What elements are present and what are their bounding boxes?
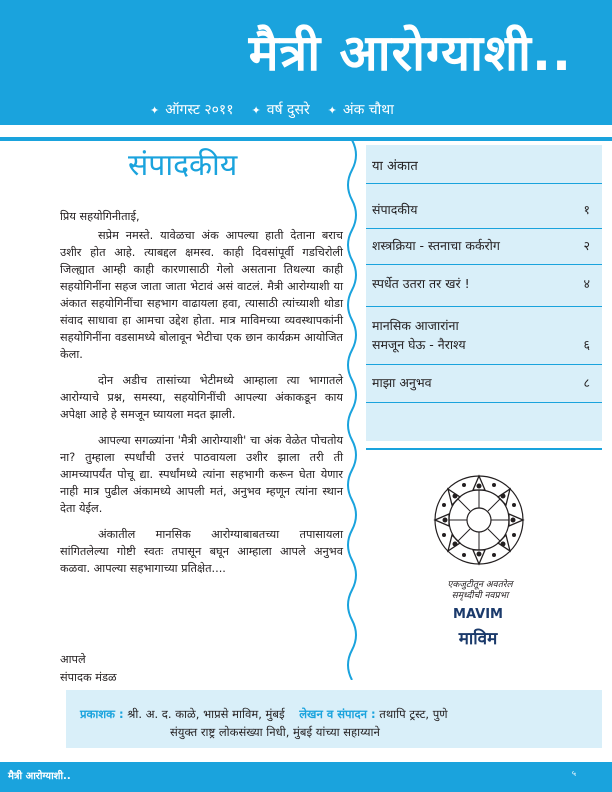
signoff-line: संपादक मंडळ [60,671,117,684]
table-of-contents [366,145,602,441]
mavim-logo-icon [424,468,534,580]
issue-date: ✦ ऑगस्ट २०११ [150,102,234,118]
toc-page: ६ [583,337,590,352]
star-icon: ✦ [327,104,337,117]
toc-page: ४ [583,276,590,291]
toc-item[interactable]: स्पर्धेत उतरा तर खरं ! ४ [372,276,590,291]
toc-page: ८ [583,375,590,390]
paragraph: दोन अडीच तासांच्या भेटीमध्ये आम्हाला त्या भागातले आरोग्याचे प्रश्न, समस्या, सहयोगिनींची आपल्या अंकाकडून काय अपेक्षा आहे हे समजून घ्यायला मदत झाली. [60,374,343,421]
toc-item[interactable]: मानसिक आजारांना समजून घेऊ - नैराश्य ६ [372,318,590,352]
page-number: ५ [571,769,576,778]
toc-divider [366,264,602,265]
issue-year: ✦ वर्ष दुसरे [251,102,310,118]
header-divider [0,137,612,141]
toc-divider [366,183,602,184]
toc-divider [366,306,602,307]
toc-page: १ [583,202,590,217]
star-icon: ✦ [251,104,261,117]
salutation: प्रिय सहयोगिनीताई, [60,210,140,223]
footer-title: मैत्री आरोग्याशी.. [8,771,71,782]
signoff-line: आपले [60,653,86,666]
masthead-title: मैत्री आरोग्याशी.. [248,24,572,82]
star-icon: ✦ [150,104,160,117]
paragraph: सप्रेम नमस्ते. यावेळचा अंक आपल्या हाती देताना बराच उशीर होत आहे. त्याबद्दल क्षमस्व. काही दिवसांपूर्वी गडचिरोली जिल्ह्यात आम्ही काही कारणासाठी गेलो असताना तिथल्या काही सहयोगिनींना सहज जाता जाता भेटावं असं वाटलं. मैत्री आरोग्याशी या अंकात सहयोगिनींचा सहभाग वाढायला हवा, त्यासाठी त्यांच्याशी थोडा संवाद साधावा हा आमचा उद्देश होता. मात्र माविमच्या व्यवस्थापकांनी सहयोगिनींना वडसामध्ये बोलावून भेटीचा एक छान कार्यक्रम आयोजित केला. [60,229,343,361]
signoff [60,651,117,687]
logo-tagline: एकजुटीतून अवतरेल समृध्दीची नवप्रभा [447,580,513,601]
support-line: संयुक्त राष्ट्र लोकसंख्या निधी, मुंबई यांच्या सहाय्याने [170,725,380,739]
editor-label: लेखन व संपादन : [299,707,376,721]
editorial-title: संपादकीय [128,148,238,183]
toc-item[interactable]: शस्त्रक्रिया - स्तनाचा कर्करोग २ [372,238,590,253]
editor-name: तथापि ट्रस्ट, पुणे [379,707,448,721]
issue-meta [150,100,394,121]
toc-heading: या अंकात [372,159,418,174]
toc-divider [366,364,602,365]
toc-page: २ [583,238,590,253]
org-name-marathi: माविम [458,629,498,649]
editorial-body [60,208,343,586]
issue-number: ✦ अंक चौथा [327,102,394,118]
publisher-label: प्रकाशक : [80,707,124,721]
masthead [0,0,612,125]
toc-divider [366,402,602,403]
paragraph: आपल्या सगळ्यांना 'मैत्री आरोग्याशी' चा अंक वेळेत पोचतोय ना? तुम्हाला स्पर्धांची उत्तरं पाठवायला उशीर झाला तरी ती आमच्यापर्यंत पोचू द्या. स्पर्धांमध्ये त्यांना सहभागी करून घेता येणार नाही मात्र पुढील अंकामध्ये आपली मतं, अनुभव म्हणून त्यांना स्थान देता येईल. [60,434,343,515]
credits-line [80,706,448,722]
paragraph: अंकातील मानसिक आरोग्याबाबतच्या तपासायला सांगितलेल्या गोष्टी स्वतः तपासून बघून आम्हाला आपले अनुभव कळवा. आपल्या सहभागाच्या प्रतिक्षेत.... [60,528,343,575]
org-name-english: MAVIM [453,607,503,622]
toc-item[interactable]: संपादकीय १ [372,202,590,217]
sidebar-divider [366,448,602,450]
publisher-name: श्री. अ. द. काळे, भाप्रसे माविम, मुंबई [127,707,285,721]
page-footer [0,762,612,792]
toc-divider [366,228,602,229]
wavy-divider [340,140,364,680]
toc-item[interactable]: माझा अनुभव ८ [372,375,590,390]
